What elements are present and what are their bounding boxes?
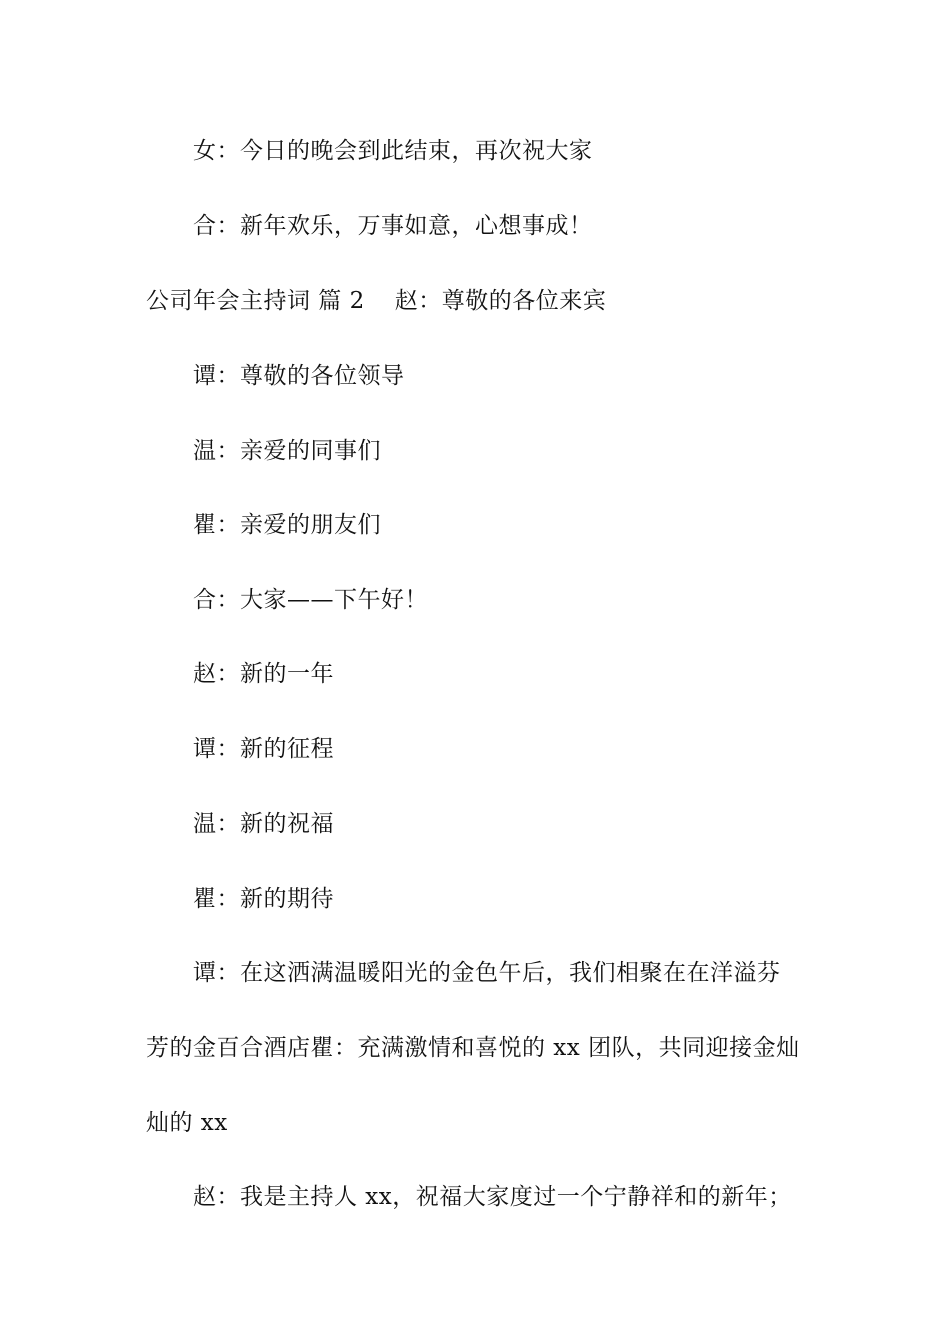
section-heading-line xyxy=(146,286,606,316)
paragraph-continuation: 芳的金百合酒店瞿：充满激情和喜悦的 xx 团队，共同迎接金灿 xyxy=(146,1035,800,1061)
paragraph: 合：大家——下午好！ xyxy=(193,587,428,613)
paragraph: 赵：新的一年 xyxy=(193,661,334,687)
paragraph: 温：新的祝福 xyxy=(193,811,334,837)
paragraph: 瞿：亲爱的朋友们 xyxy=(193,512,381,538)
paragraph: 赵：我是主持人 xx，祝福大家度过一个宁静祥和的新年； xyxy=(193,1184,792,1210)
paragraph: 谭：在这洒满温暖阳光的金色午后，我们相聚在在洋溢芬 xyxy=(193,960,781,986)
paragraph: 赵：尊敬的各位来宾 xyxy=(394,288,607,314)
paragraph: 谭：尊敬的各位领导 xyxy=(193,363,405,389)
paragraph: 女：今日的晚会到此结束，再次祝大家 xyxy=(193,138,593,164)
paragraph: 瞿：新的期待 xyxy=(193,886,334,912)
paragraph-continuation: 灿的 xx xyxy=(146,1110,228,1136)
paragraph: 温：亲爱的同事们 xyxy=(193,438,381,464)
paragraph: 谭：新的征程 xyxy=(193,736,334,762)
section-title: 公司年会主持词 篇 2 xyxy=(146,288,365,314)
paragraph: 合：新年欢乐，万事如意，心想事成！ xyxy=(193,213,593,239)
